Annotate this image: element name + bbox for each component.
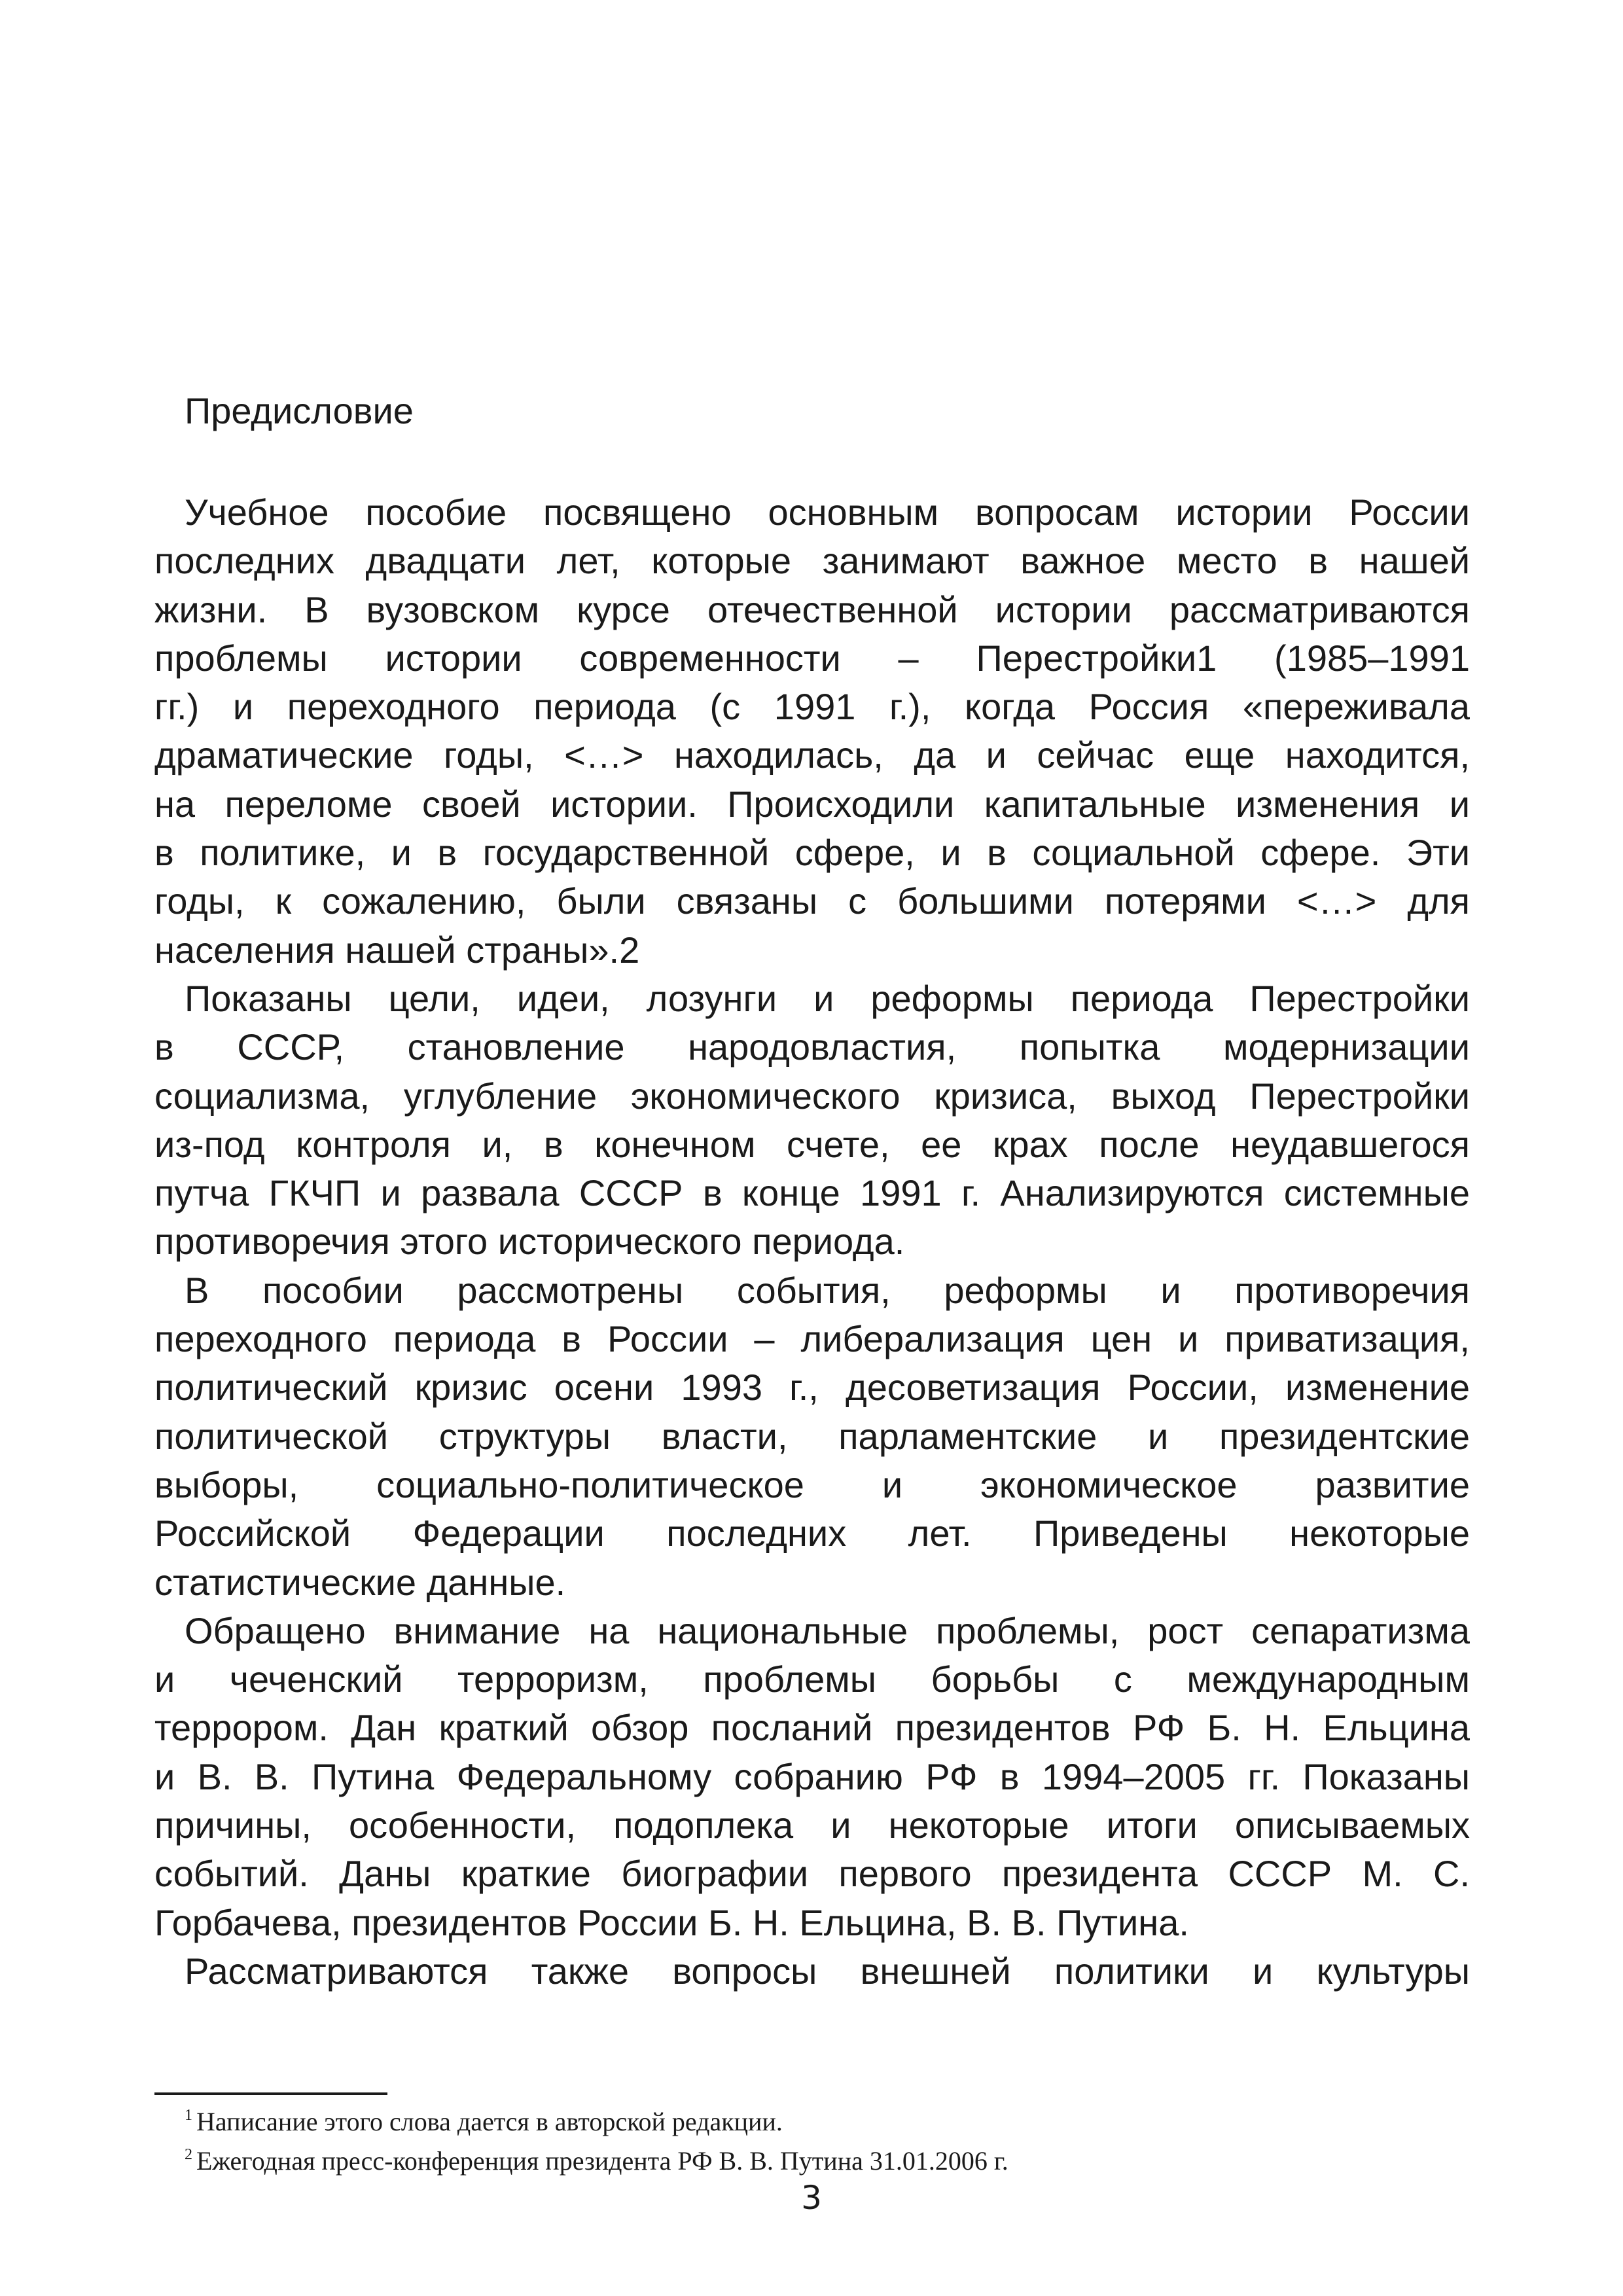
text-line: Рассматриваются также вопросы внешней политики и культуры — [185, 1950, 1470, 1992]
footnote-text: Ежегодная пресс-конференция президента РФ В. В. Путина 31.01.2006 г. — [196, 2146, 1008, 2176]
footnote-marker: 2 — [185, 2146, 192, 2163]
text-line: событий. Даны краткие биографии первого президента СССР М. С. — [154, 1853, 1470, 1895]
text-line: и В. В. Путина Федеральному собранию РФ в 1994–2005 гг. Показаны — [154, 1755, 1470, 1797]
text-line: Учебное пособие посвящено основным вопросам истории России — [185, 492, 1470, 533]
text-line: из-под контроля и, в конечном счете, ее крах после неудавшегося — [154, 1123, 1470, 1165]
text-line: Показаны цели, идеи, лозунги и реформы периода Перестройки — [185, 977, 1470, 1019]
text-line: и чеченский терроризм, проблемы борьбы с международным — [154, 1659, 1470, 1700]
text-line: населения нашей страны».2 — [154, 929, 640, 971]
footnotes — [185, 2102, 1008, 2181]
body-text — [154, 488, 1470, 1996]
page-number: 3 — [801, 2179, 822, 2217]
text-line: в политике, и в государственной сфере, и в социальной сфере. Эти — [154, 832, 1470, 874]
text-line: на переломе своей истории. Происходили капитальные изменения и — [154, 783, 1470, 825]
footnote-marker: 1 — [185, 2107, 192, 2124]
text-line: жизни. В вузовском курсе отечественной истории рассматриваются — [154, 588, 1470, 630]
text-line: в СССР, становление народовластия, попытка модернизации — [154, 1026, 1470, 1068]
text-line: Горбачева, президентов России Б. Н. Ельцина, В. В. Путина. — [154, 1901, 1189, 1943]
text-line: террором. Дан краткий обзор посланий президентов РФ Б. Н. Ельцина — [154, 1707, 1470, 1749]
footnote-1 — [185, 2102, 1008, 2142]
text-line: статистические данные. — [154, 1561, 566, 1603]
text-line: последних двадцати лет, которые занимают важное место в нашей — [154, 540, 1470, 582]
page-heading: Предисловие — [185, 390, 414, 431]
text-line: В пособии рассмотрены события, реформы и противоречия — [185, 1269, 1470, 1311]
text-line: годы, к сожалению, были связаны с большими потерями <…> для — [154, 880, 1470, 922]
text-line: социализма, углубление экономического кризиса, выход Перестройки — [154, 1075, 1470, 1117]
text-line: причины, особенности, подоплека и некоторые итоги описываемых — [154, 1804, 1470, 1846]
text-line: противоречия этого исторического периода. — [154, 1221, 905, 1263]
footnote-text: Написание этого слова дается в авторской редакции. — [196, 2107, 783, 2136]
text-line: проблемы истории современности – Перестройки1 (1985–1991 — [154, 637, 1470, 679]
footnote-2 — [185, 2142, 1008, 2181]
text-line: драматические годы, <…> находилась, да и сейчас еще находится, — [154, 734, 1470, 776]
text-line: путча ГКЧП и развала СССР в конце 1991 г. Анализируются системные — [154, 1172, 1470, 1214]
text-line: политический кризис осени 1993 г., десоветизация России, изменение — [154, 1367, 1470, 1408]
text-line: Обращено внимание на национальные проблемы, рост сепаратизма — [185, 1609, 1470, 1651]
footnote-separator — [154, 2092, 387, 2095]
text-line: политической структуры власти, парламентские и президентские — [154, 1415, 1470, 1457]
text-line: выборы, социально-политическое и экономическое развитие — [154, 1463, 1470, 1505]
text-line: Российской Федерации последних лет. Приведены некоторые — [154, 1513, 1470, 1554]
text-line: переходного периода в России – либерализация цен и приватизация, — [154, 1318, 1470, 1360]
text-line: гг.) и переходного периода (с 1991 г.), когда Россия «переживала — [154, 686, 1470, 728]
